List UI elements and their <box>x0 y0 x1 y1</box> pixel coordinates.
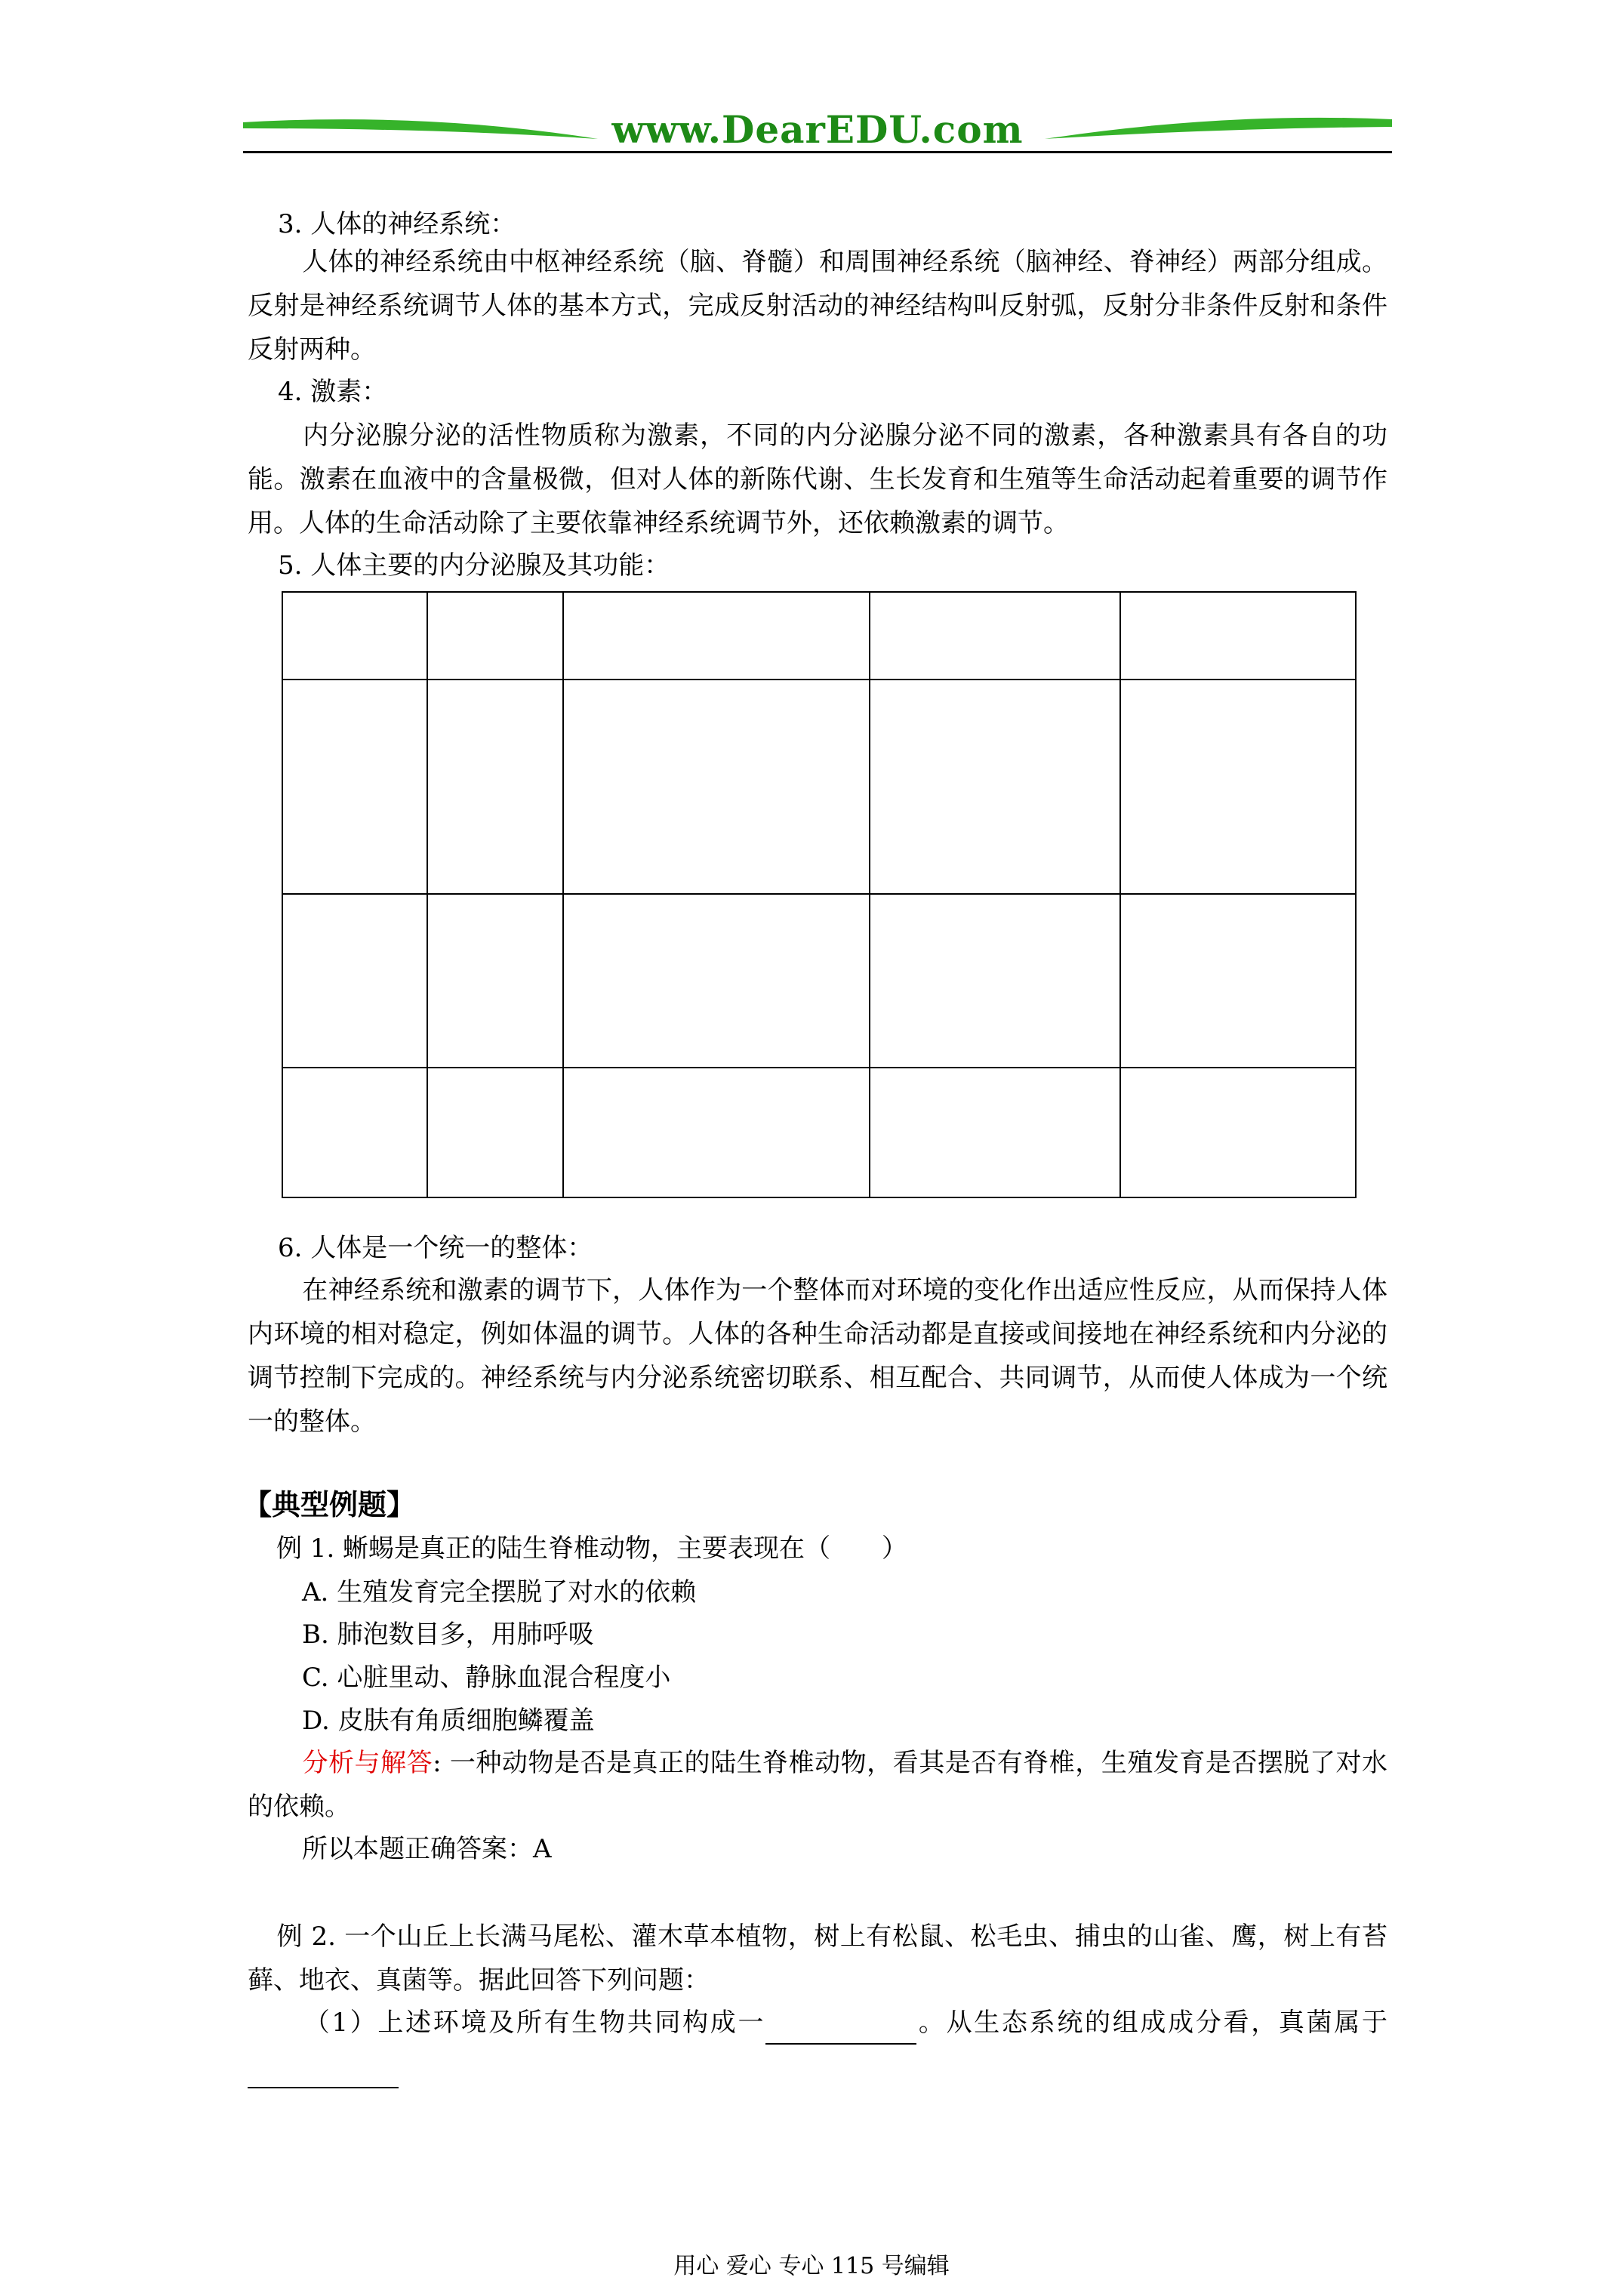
table-cell <box>282 1068 427 1197</box>
page-footer: 用心 爱心 专心 115 号编辑 <box>673 2253 950 2279</box>
section-6-text: 在神经系统和激素的调节下，人体作为一个整体而对环境的变化作出适应性反应，从而保持人体内环境的相对稳定，例如体温的调节。人体的各种生命活动都是直接或间接地在神经系统和内分泌的调节控制下完成的。神经系统与内分泌系统密切联系、相互配合、共同调节，从而使人体成为一个统一的整体。 <box>248 1275 1387 1437</box>
table-cell <box>1120 894 1356 1068</box>
example-2-q1-part-a: （1）上述环境及所有生物共同构成一 <box>302 2008 766 2038</box>
section-4-title: 4. 激素： <box>278 377 388 407</box>
section-3-body <box>248 240 1387 371</box>
table-cell <box>870 894 1120 1068</box>
example-1-option-b: B. 肺泡数目多，用肺呼吸 <box>302 1620 594 1650</box>
table-cell <box>282 680 427 894</box>
section-4-body <box>248 414 1387 545</box>
section-3-text: 人体的神经系统由中枢神经系统（脑、脊髓）和周围神经系统（脑神经、脊神经）两部分组成。反射是神经系统调节人体的基本方式，完成反射活动的神经结构叫反射弧，反射分非条件反射和条件反射两种。 <box>248 247 1387 365</box>
section-6-title: 6. 人体是一个统一的整体： <box>278 1233 593 1263</box>
section-4-text: 内分泌腺分泌的活性物质称为激素，不同的内分泌腺分泌不同的激素，各种激素具有各自的功能。激素在血液中的含量极微，但对人体的新陈代谢、生长发育和生殖等生命活动起着重要的调节作用。人体的生命活动除了主要依靠神经系统调节外，还依赖激素的调节。 <box>248 421 1387 538</box>
example-1-option-c: C. 心脏里动、静脉血混合程度小 <box>302 1663 671 1693</box>
table-cell <box>427 592 563 680</box>
table-cell <box>563 680 870 894</box>
table-cell <box>1120 680 1356 894</box>
analysis-text: : 一种动物是否是真正的陆生脊椎动物，看其是否有脊椎，生殖发育是否摆脱了对水的依赖。 <box>248 1748 1387 1822</box>
table-row <box>282 894 1356 1068</box>
table-row <box>282 1068 1356 1197</box>
table-row <box>282 680 1356 894</box>
analysis-label: 分析与解答 <box>302 1748 433 1778</box>
example-2-question <box>248 1915 1387 2002</box>
endocrine-gland-table <box>282 591 1357 1198</box>
example-1-option-a: A. 生殖发育完全摆脱了对水的依赖 <box>302 1577 697 1607</box>
example-1-analysis <box>248 1741 1387 1829</box>
table-cell <box>282 894 427 1068</box>
site-header <box>243 106 1392 159</box>
table-cell <box>1120 1068 1356 1197</box>
table-cell <box>563 894 870 1068</box>
example-2-q1 <box>248 2001 1387 2088</box>
table-cell <box>427 894 563 1068</box>
example-2-q1-part-b: 。从生态系统的组成成分看，真菌属于 <box>916 2008 1388 2038</box>
table-cell <box>870 680 1120 894</box>
section-5-title: 5. 人体主要的内分泌腺及其功能： <box>278 550 670 581</box>
section-3-title: 3. 人体的神经系统： <box>278 209 516 239</box>
section-6-body <box>248 1268 1387 1444</box>
table-cell <box>563 1068 870 1197</box>
answer-blank[interactable] <box>765 2013 916 2045</box>
table-cell <box>1120 592 1356 680</box>
table-cell <box>282 592 427 680</box>
example-1-question: 例 1. 蜥蜴是真正的陆生脊椎动物，主要表现在（ ） <box>276 1533 908 1564</box>
table-cell <box>870 592 1120 680</box>
table-row <box>282 592 1356 680</box>
answer-blank[interactable] <box>248 2057 399 2088</box>
table-cell <box>870 1068 1120 1197</box>
example-2-question-text: 例 2. 一个山丘上长满马尾松、灌木草本植物，树上有松鼠、松毛虫、捕虫的山雀、鹰，树上有苔藓、地衣、真菌等。据此回答下列问题： <box>248 1922 1387 1996</box>
table-cell <box>427 1068 563 1197</box>
examples-heading: 【典型例题】 <box>243 1487 416 1521</box>
table-cell <box>427 680 563 894</box>
site-url: www.DearEDU.com <box>611 107 1024 152</box>
example-1-option-d: D. 皮肤有角质细胞鳞覆盖 <box>302 1706 595 1736</box>
example-1-answer: 所以本题正确答案：A <box>302 1834 552 1864</box>
header-rule <box>243 151 1392 153</box>
table-cell <box>563 592 870 680</box>
